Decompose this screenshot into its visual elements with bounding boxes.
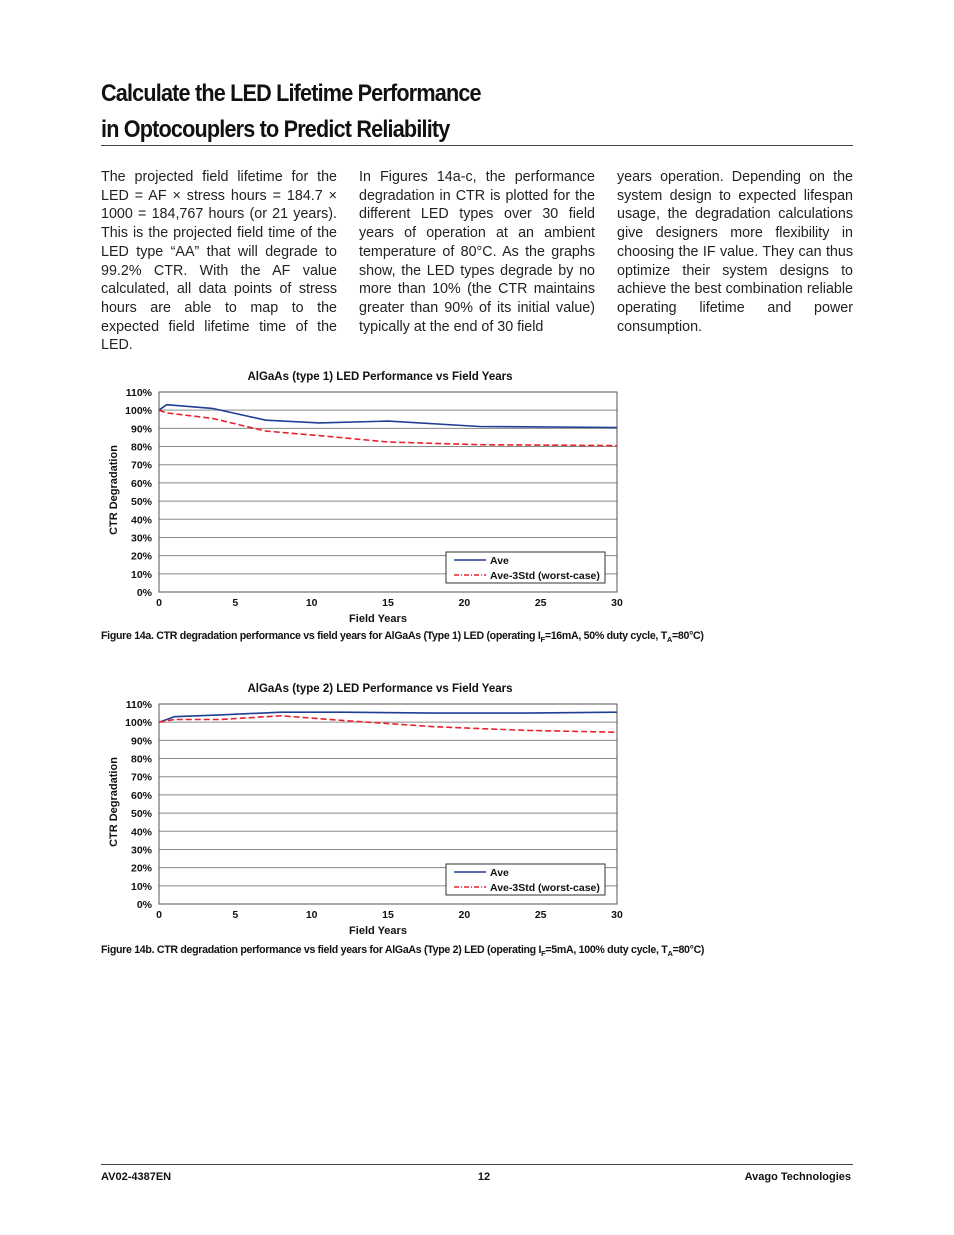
y-tick-label: 60% — [130, 789, 152, 802]
x-tick-label: 15 — [382, 597, 394, 609]
y-tick-label: 30% — [130, 532, 152, 545]
y-axis-label: CTR Degradation — [108, 757, 120, 847]
x-tick-label: 10 — [305, 909, 318, 921]
title-line-2: in Optocouplers to Predict Reliability — [101, 116, 450, 143]
caption-14a-sub-a: A — [666, 635, 672, 645]
legend-label: Ave-3Std (worst-case) — [490, 882, 600, 894]
y-tick-label: 10% — [130, 568, 152, 581]
series-line-ave — [159, 405, 617, 428]
caption-14a-sub-f: F — [540, 635, 545, 645]
y-tick-label: 30% — [130, 844, 152, 857]
x-axis-label: Field Years — [349, 613, 407, 624]
x-tick-label: 15 — [382, 909, 394, 921]
caption-14a-suffix: =80°C) — [672, 630, 704, 642]
y-tick-label: 10% — [130, 880, 152, 893]
legend-label: Ave-3Std (worst-case) — [490, 570, 600, 582]
chart-svg — [100, 676, 625, 936]
x-tick-label: 25 — [534, 909, 547, 921]
x-tick-label: 0 — [156, 909, 162, 921]
y-tick-label: 100% — [125, 717, 152, 730]
y-tick-label: 90% — [130, 735, 152, 748]
y-tick-label: 90% — [130, 423, 152, 436]
chart-type1 — [100, 364, 625, 624]
y-tick-label: 80% — [130, 441, 152, 454]
title-rule — [101, 145, 853, 146]
y-tick-label: 110% — [125, 387, 152, 399]
x-tick-label: 30 — [611, 909, 623, 921]
caption-14b-sub-a: A — [667, 949, 673, 959]
footer-company: Avago Technologies — [744, 1171, 851, 1183]
y-axis-label: CTR Degradation — [108, 445, 120, 535]
body-column-3: years operation. Depending on the system design to expected lifespan usage, the degradation calculations give designers more flexibility in choosing the IF value. They can thus optimize their system designs to achieve the best combination reliable operating lifetime and power consumption. — [617, 169, 853, 335]
x-tick-label: 5 — [232, 909, 239, 921]
footer-doc-id: AV02-4387EN — [101, 1171, 172, 1183]
y-tick-label: 20% — [130, 862, 152, 875]
y-tick-label: 40% — [130, 826, 152, 839]
x-tick-label: 5 — [232, 597, 239, 609]
y-tick-label: 70% — [130, 459, 152, 472]
footer-rule — [101, 1164, 853, 1165]
chart-title: AlGaAs (type 1) LED Performance vs Field Years — [247, 371, 513, 383]
y-tick-label: 20% — [130, 550, 152, 563]
caption-14a-mid: =16mA, 50% duty cycle, T — [544, 630, 667, 642]
y-tick-label: 50% — [130, 808, 152, 821]
y-tick-label: 50% — [130, 496, 152, 509]
y-tick-label: 40% — [130, 514, 152, 527]
y-tick-label: 60% — [130, 477, 152, 490]
body-column-2: In Figures 14a-c, the performance degradation in CTR is plotted for the different LED types over 30 field years of operation at an ambient temperature of 80°C. As the graphs show, the LED types degrade by no more than 10% (the CTR maintains greater than 90% of its initial value) typically at the end of 30 field — [359, 169, 595, 335]
x-tick-label: 30 — [611, 597, 623, 609]
figure-14a-caption — [101, 630, 704, 644]
body-column-1: The projected field lifetime for the LED = AF × stress hours = 184.7 × 1000 = 184,767 hours (or 21 years). This is the projected field time of the LED type “AA” that will degrade to 99.2% CTR. With the AF value calculated, all data points of stress hours are able to map to the expected field lifetime time of the LED. — [101, 169, 337, 354]
chart-type2 — [100, 676, 625, 936]
x-tick-label: 20 — [458, 597, 471, 609]
chart-title: AlGaAs (type 2) LED Performance vs Field Years — [247, 683, 513, 695]
x-axis-label: Field Years — [349, 925, 407, 936]
caption-14a-prefix: Figure 14a. CTR degradation performance vs field years for AlGaAs (Type 1) LED (operating I — [101, 630, 541, 642]
x-tick-label: 20 — [458, 909, 471, 921]
caption-14b-suffix: =80°C) — [672, 944, 705, 956]
caption-14b-mid: =5mA, 100% duty cycle, T — [545, 944, 668, 956]
legend-label: Ave — [490, 555, 509, 567]
caption-14b-prefix: Figure 14b. CTR degradation performance vs field years for AlGaAs (Type 2) LED (operating I — [101, 944, 542, 956]
y-tick-label: 100% — [125, 405, 152, 418]
y-tick-label: 110% — [125, 699, 152, 711]
page-title — [101, 76, 785, 148]
legend-label: Ave — [490, 867, 509, 879]
footer-page-number: 12 — [477, 1171, 491, 1183]
chart-svg — [100, 364, 625, 624]
series-line-ave — [159, 712, 617, 722]
y-tick-label: 80% — [130, 753, 152, 766]
x-tick-label: 0 — [156, 597, 162, 609]
y-tick-label: 70% — [130, 771, 152, 784]
x-tick-label: 10 — [305, 597, 318, 609]
title-line-1: Calculate the LED Lifetime Performance — [101, 80, 481, 107]
caption-14b-sub-f: F — [541, 949, 546, 959]
series-line-ave-3std — [159, 716, 617, 732]
y-tick-label: 0% — [136, 587, 152, 599]
figure-14b-caption — [101, 944, 704, 958]
y-tick-label: 0% — [136, 899, 152, 911]
x-tick-label: 25 — [534, 597, 547, 609]
